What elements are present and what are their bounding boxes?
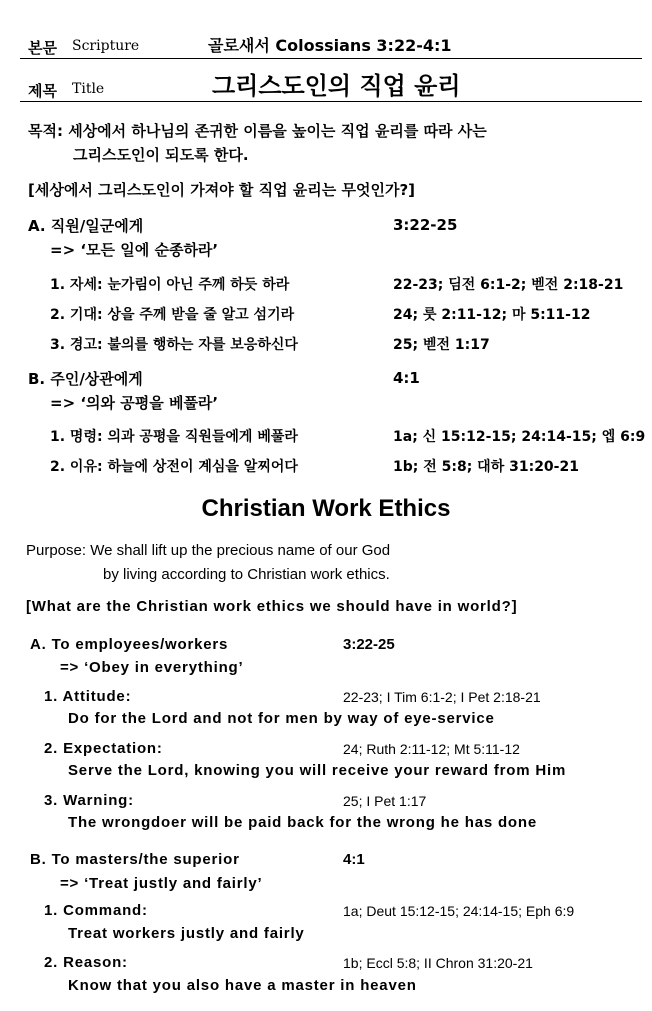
ko-a-item-3-ref: 25; 벧전 1:17	[393, 337, 490, 353]
scripture-label-en: Scripture	[72, 38, 140, 54]
title-label-ko: 제목	[28, 82, 57, 100]
en-a-item-1-desc: Do for the Lord and not for men by way of eye-service	[68, 710, 495, 727]
en-a-item-2-ref: 24; Ruth 2:11-12; Mt 5:11-12	[343, 741, 520, 757]
ko-a-item-2: 2. 기대: 상을 주께 받을 줄 알고 섬기라	[50, 307, 295, 323]
header-rule-top	[20, 58, 642, 59]
ko-section-b-heading: B. 주인/상관에게	[28, 370, 143, 388]
en-a-item-2-desc: Serve the Lord, knowing you will receive your reward from Him	[68, 762, 567, 779]
en-section-b-sub: => ‘Treat justly and fairly’	[60, 875, 263, 892]
en-a-item-3-desc: The wrongdoer will be paid back for the wrong he has done	[68, 814, 537, 831]
en-a-item-3-label: 3. Warning:	[44, 792, 134, 809]
en-b-item-2-label: 2. Reason:	[44, 954, 128, 971]
en-section-a-heading: A. To employees/workers	[30, 636, 229, 653]
en-b-item-2-ref: 1b; Eccl 5:8; II Chron 31:20-21	[343, 955, 533, 971]
en-section-a-sub: => ‘Obey in everything’	[60, 659, 244, 676]
ko-purpose-line2: 그리스도인이 되도록 한다.	[73, 146, 249, 164]
ko-a-item-1-ref: 22-23; 딤전 6:1-2; 벧전 2:18-21	[393, 277, 624, 293]
en-b-item-2-desc: Know that you also have a master in heaven	[68, 977, 417, 994]
en-question: [What are the Christian work ethics we should have in world?]	[26, 598, 518, 615]
en-section-a-ref: 3:22-25	[343, 636, 395, 653]
ko-section-a-sub: => ‘모든 일에 순종하라’	[50, 241, 219, 259]
ko-question: [세상에서 그리스도인이 가져야 할 직업 윤리는 무엇인가?]	[28, 181, 416, 199]
ko-purpose-line1: 목적: 세상에서 하나님의 존귀한 이름을 높이는 직업 윤리를 따라 사는	[28, 122, 487, 140]
ko-b-item-2-ref: 1b; 전 5:8; 대하 31:20-21	[393, 459, 579, 475]
ko-a-item-2-ref: 24; 룻 2:11-12; 마 5:11-12	[393, 307, 591, 323]
en-purpose-line2: by living according to Christian work ethics.	[103, 566, 390, 583]
en-a-item-2-label: 2. Expectation:	[44, 740, 163, 757]
en-section-b-ref: 4:1	[343, 851, 365, 868]
en-b-item-1-label: 1. Command:	[44, 902, 148, 919]
scripture-value: 골로새서 Colossians 3:22-4:1	[208, 36, 452, 55]
en-b-item-1-desc: Treat workers justly and fairly	[68, 925, 305, 942]
ko-b-item-2: 2. 이유: 하늘에 상전이 계심을 알찌어다	[50, 459, 298, 475]
en-title: Christian Work Ethics	[201, 495, 451, 522]
title-label-en: Title	[72, 81, 105, 97]
en-b-item-1-ref: 1a; Deut 15:12-15; 24:14-15; Eph 6:9	[343, 903, 575, 919]
ko-section-a-heading: A. 직원/일군에게	[28, 217, 144, 235]
ko-section-a-ref: 3:22-25	[393, 216, 458, 234]
ko-b-item-1: 1. 명령: 의과 공평을 직원들에게 베풀라	[50, 429, 298, 445]
en-a-item-3-ref: 25; I Pet 1:17	[343, 793, 427, 809]
en-a-item-1-label: 1. Attitude:	[44, 688, 132, 705]
scripture-label-ko: 본문	[28, 39, 57, 57]
en-a-item-1-ref: 22-23; I Tim 6:1-2; I Pet 2:18-21	[343, 689, 541, 705]
ko-section-b-ref: 4:1	[393, 369, 420, 387]
ko-a-item-1: 1. 자세: 눈가림이 아닌 주께 하듯 하라	[50, 277, 290, 293]
ko-section-b-sub: => ‘의와 공평을 베풀라’	[50, 394, 219, 412]
header-rule-bottom	[20, 101, 642, 102]
en-section-b-heading: B. To masters/the superior	[30, 851, 240, 868]
ko-a-item-3: 3. 경고: 불의를 행하는 자를 보응하신다	[50, 337, 298, 353]
page-title: 그리스도인의 직업 윤리	[212, 72, 461, 100]
ko-b-item-1-ref: 1a; 신 15:12-15; 24:14-15; 엡 6:9	[393, 429, 646, 445]
en-purpose-line1: Purpose: We shall lift up the precious name of our God	[26, 542, 391, 559]
